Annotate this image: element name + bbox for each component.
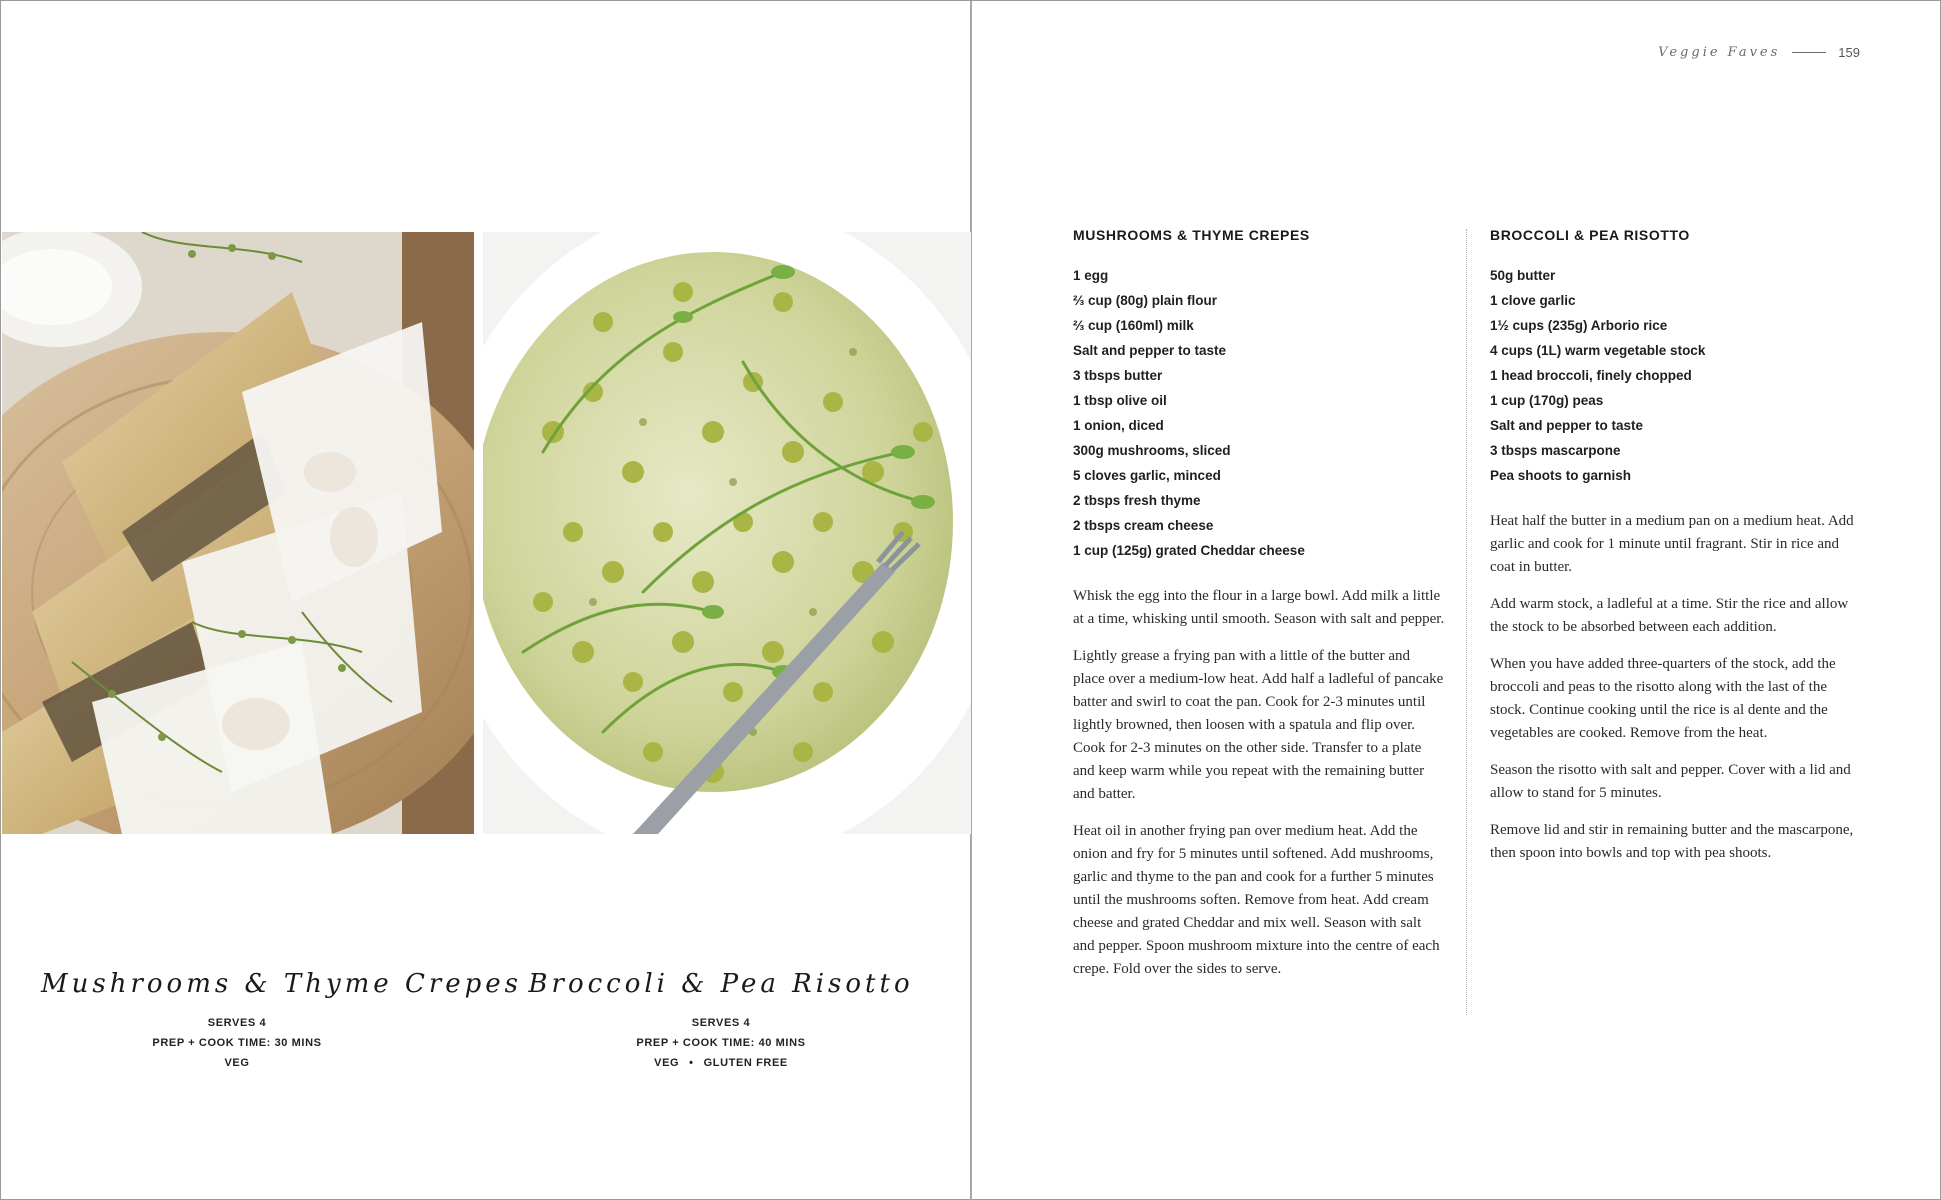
method-step: Season the risotto with salt and pepper. Cover with a lid and allow to stand for 5 minutes. (1490, 762, 1851, 801)
ingredient-item: 1 tbsp olive oil (1073, 393, 1167, 408)
crepes-method (1073, 585, 1445, 981)
ingredient-item: 1½ cups (235g) Arborio rice (1490, 318, 1668, 333)
ingredient-item: ⅔ cup (80g) plain flour (1073, 293, 1218, 308)
ingredient-item: 1 cup (125g) grated Cheddar cheese (1073, 543, 1305, 558)
tag-veg: VEG (224, 1057, 250, 1069)
method-step: Add warm stock, a ladleful at a time. Stir the rice and allow the stock to be absorbed between each addition. (1490, 596, 1849, 635)
risotto-heading: BROCCOLI & PEA RISOTTO (1490, 227, 1690, 243)
running-header (1658, 45, 1860, 60)
method-step: Lightly grease a frying pan with a little of the butter and place over a medium-low heat. Add half a ladleful of pancake batter and swirl to coat the pan. Cook for 2-3 minutes until lightly browned, then loosen with a spatula and flip over. Cook for 2-3 minutes on the other side. Transfer to a plate and keep warm while you repeat with the remaining butter and batter. (1073, 648, 1444, 802)
header-rule (1792, 52, 1826, 53)
page-number: 159 (1838, 45, 1860, 60)
risotto-method (1490, 510, 1862, 865)
risotto-time: PREP + COOK TIME: 40 MINS (636, 1037, 806, 1049)
crepes-title: Mushrooms & Thyme Crepes (41, 969, 523, 999)
ingredient-item: Salt and pepper to taste (1490, 418, 1644, 433)
ingredient-item: 2 tbsps cream cheese (1073, 518, 1214, 533)
ingredient-item: 1 head broccoli, finely chopped (1490, 368, 1692, 383)
method-step: Heat oil in another frying pan over medium heat. Add the onion and fry for 5 minutes until softened. Add mushrooms, garlic and thyme to the pan and cook for a further 5 minutes until the mushrooms soften. Remove from heat. Add cream cheese and grated Cheddar and mix well. Season with salt and pepper. Spoon mushroom mixture into the centre of each crepe. Fold over the sides to serve. (1073, 823, 1440, 977)
ingredient-item: 4 cups (1L) warm vegetable stock (1490, 343, 1706, 358)
crepes-recipe-column (1073, 227, 1445, 995)
risotto-photo-illustration (483, 232, 971, 834)
crepes-photo (2, 232, 474, 834)
ingredient-item: 5 cloves garlic, minced (1073, 468, 1221, 483)
risotto-serves: SERVES 4 (691, 1017, 751, 1029)
column-divider (1466, 229, 1467, 1015)
ingredient-item: 2 tbsps fresh thyme (1073, 493, 1201, 508)
ingredient-item: 1 cup (170g) peas (1490, 393, 1604, 408)
ingredient-item: Salt and pepper to taste (1073, 343, 1227, 358)
crepes-tags (41, 1053, 433, 1073)
risotto-recipe-card (521, 969, 921, 1073)
ingredient-item: 1 egg (1073, 268, 1109, 283)
method-step: When you have added three-quarters of the stock, add the broccoli and peas to the risotto along with the last of the stock. Continue cooking until the rice is al dente and the vegetables are cooked. Remove from the heat. (1490, 656, 1836, 741)
risotto-photo (483, 232, 971, 834)
method-step: Whisk the egg into the flour in a large bowl. Add milk a little at a time, whisking until smooth. Season with salt and pepper. (1073, 588, 1445, 627)
crepes-recipe-card (41, 969, 523, 1073)
ingredient-item: 50g butter (1490, 268, 1556, 283)
ingredient-item: ⅔ cup (160ml) milk (1073, 318, 1194, 333)
ingredient-item: 1 clove garlic (1490, 293, 1576, 308)
risotto-tags (521, 1053, 921, 1073)
ingredient-item: 300g mushrooms, sliced (1073, 443, 1231, 458)
ingredient-item: Pea shoots to garnish (1490, 468, 1632, 483)
risotto-recipe-column (1490, 227, 1862, 879)
ingredient-item: 3 tbsps butter (1073, 368, 1163, 383)
tag-gluten-free: GLUTEN FREE (703, 1057, 788, 1069)
crepes-time: PREP + COOK TIME: 30 MINS (152, 1037, 322, 1049)
risotto-title: Broccoli & Pea Risotto (528, 969, 914, 999)
crepes-photo-illustration (2, 232, 474, 834)
tag-veg: VEG (654, 1057, 680, 1069)
method-step: Heat half the butter in a medium pan on a medium heat. Add garlic and cook for 1 minute until fragrant. Stir in rice and coat in butter. (1490, 513, 1854, 575)
section-title: Veggie Faves (1658, 45, 1781, 60)
ingredient-item: 1 onion, diced (1073, 418, 1164, 433)
crepes-heading: MUSHROOMS & THYME CREPES (1073, 227, 1310, 243)
method-step: Remove lid and stir in remaining butter and the mascarpone, then spoon into bowls and top with pea shoots. (1490, 822, 1854, 861)
ingredient-item: 3 tbsps mascarpone (1490, 443, 1621, 458)
risotto-ingredients (1490, 263, 1862, 488)
crepes-serves: SERVES 4 (207, 1017, 267, 1029)
tag-separator: • (689, 1057, 694, 1069)
crepes-ingredients (1073, 263, 1445, 563)
